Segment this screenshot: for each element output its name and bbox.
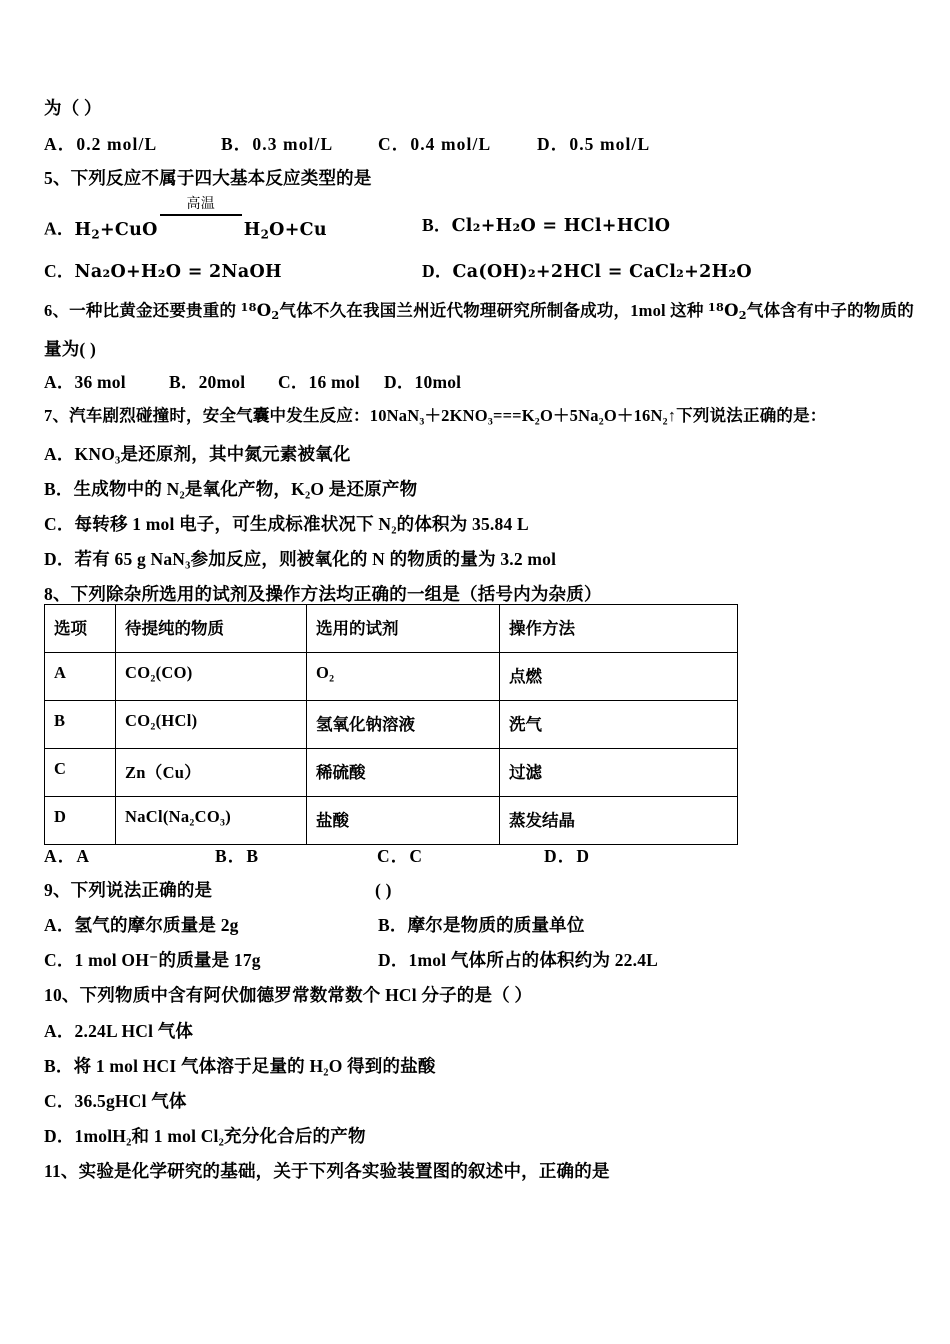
q9-option-b: B．摩尔是物质的质量单位: [378, 915, 585, 935]
q4-option-a: A．0.2 mol/L: [44, 134, 158, 154]
q9-option-d: D．1mol 气体所占的体积约为 22.4L: [378, 950, 659, 970]
q6-isotope-1: [240, 299, 280, 323]
q6-option-b: B．20mol: [169, 372, 246, 392]
q9-stem-row: [44, 882, 212, 900]
q5-stem-row: [44, 170, 372, 188]
table-cell-reagent: 盐酸: [307, 797, 500, 845]
q7-stem-row: [44, 408, 827, 425]
q4-option-c: C．0.4 mol/L: [378, 134, 492, 154]
q11-stem-row: [44, 1163, 610, 1181]
q8-stem-row: [44, 586, 602, 604]
q8-option-a: A．A: [44, 846, 91, 866]
q5-a-cuo: +CuO: [99, 219, 158, 240]
q10-option-a: A．2.24L HCl 气体: [44, 1021, 194, 1041]
q5-option-a-reactants: [75, 220, 158, 240]
condition-label-high-temp: 高温: [186, 195, 215, 211]
q5-option-a-label: A．: [44, 218, 75, 239]
table-cell-substance: Zn（Cu）: [116, 749, 307, 797]
table-cell-option: C: [45, 749, 116, 797]
q4-stem-tail: 为（ ）: [44, 98, 102, 118]
q6-option-c: C．16 mol: [278, 372, 360, 392]
q5-option-c-label: C．: [44, 261, 75, 281]
q5-a-ocu: O+Cu: [269, 219, 327, 240]
reaction-rule-line: [160, 214, 242, 216]
q6-isotope-2: [707, 299, 747, 323]
q9-stem: 下列说法正确的是: [70, 880, 213, 900]
q7-option-a: A．KNO₃是还原剂，其中氮元素被氧化: [44, 444, 351, 464]
q5-number: 5、: [44, 168, 71, 188]
purification-table-wrapper: [44, 604, 661, 845]
q10-option-c: C．36.5gHCl 气体: [44, 1091, 187, 1111]
table-cell-method: 过滤: [500, 749, 738, 797]
q6-stem-part3: 气体含有中子的物质的: [746, 301, 914, 320]
table-cell-option: A: [45, 653, 116, 701]
q10-stem: 下列物质中含有阿伏伽德罗常数常数个 HCl 分子的是（ ）: [79, 985, 533, 1005]
reaction-condition-arrow: [158, 195, 244, 235]
table-header-method: 操作方法: [500, 605, 738, 653]
table-cell-reagent: 氢氧化钠溶液: [307, 701, 500, 749]
table-cell-reagent: O₂: [307, 653, 500, 701]
table-cell-substance: CO₂(HCl): [116, 701, 307, 749]
table-cell-substance: CO₂(CO): [116, 653, 307, 701]
q5-option-a: [44, 195, 327, 241]
q9-option-a: A．氢气的摩尔质量是 2g: [44, 915, 239, 935]
q10-number: 10、: [44, 985, 80, 1005]
q5-a-h: H: [74, 219, 92, 240]
q8-option-d: D．D: [544, 846, 591, 866]
q7-number: 7、: [44, 406, 70, 425]
q11-stem: 实验是化学研究的基础，关于下列各实验装置图的叙述中，正确的是: [78, 1161, 610, 1181]
table-cell-method: 点燃: [500, 653, 738, 701]
q6-number: 6、: [44, 301, 70, 320]
table-header-option: 选项: [45, 605, 116, 653]
table-row: [45, 653, 738, 701]
table-row: [45, 797, 738, 845]
table-header-substance: 待提纯的物质: [116, 605, 307, 653]
exam-page: [44, 0, 914, 1344]
q6-stem-line2: 量为( ): [44, 339, 97, 359]
q6-option-d: D．10mol: [384, 372, 462, 392]
table-row: [45, 749, 738, 797]
q10-stem-row: [44, 987, 532, 1005]
q8-stem: 下列除杂所选用的试剂及操作方法均正确的一组是（括号内为杂质）: [70, 584, 602, 604]
q9-answer-bracket: ( ): [375, 880, 392, 900]
q5-option-d-label: D．: [422, 261, 453, 281]
q5-option-b: [422, 217, 670, 236]
q6-stem-part1: 一种比黄金还要贵重的: [69, 301, 241, 320]
q7-option-d: D．若有 65 g NaN₃参加反应，则被氧化的 N 的物质的量为 3.2 mol: [44, 549, 557, 569]
q6-iso-sup-1: 18: [240, 299, 257, 314]
q5-option-c: [44, 263, 282, 282]
table-header-reagent: 选用的试剂: [307, 605, 500, 653]
q9-number: 9、: [44, 880, 71, 900]
q6-iso-sup-2: 18: [707, 299, 725, 314]
q6-iso-base-2: O: [724, 301, 739, 320]
q8-option-c: C．C: [377, 846, 424, 866]
table-cell-method: 蒸发结晶: [500, 797, 738, 845]
table-cell-substance: NaCl(Na₂CO₃): [116, 797, 307, 845]
q7-stem: 汽车剧烈碰撞时，安全气囊中发生反应：10NaN₃＋2KNO₃===K₂O＋5Na₂O＋16N₂↑下列说法正确的是：: [69, 406, 827, 425]
table-header-row: [45, 605, 738, 653]
table-cell-reagent: 稀硫酸: [307, 749, 500, 797]
q6-stem-line1: [44, 299, 914, 323]
purification-table: [44, 604, 738, 845]
q5-option-d: [422, 263, 752, 282]
q6-iso-sub-1: 2: [271, 308, 280, 323]
q5-option-b-equation: Cl₂+H₂O = HCl+HClO: [451, 216, 671, 236]
q4-option-b: B．0.3 mol/L: [221, 134, 334, 154]
q10-option-b: B．将 1 mol HCI 气体溶于足量的 H₂O 得到的盐酸: [44, 1056, 436, 1076]
q8-option-b: B．B: [215, 846, 260, 866]
q6-iso-sub-2: 2: [738, 308, 747, 323]
q6-option-a: A．36 mol: [44, 372, 126, 392]
q11-number: 11、: [44, 1161, 79, 1181]
q8-number: 8、: [44, 584, 71, 604]
q5-option-c-equation: Na₂O+H₂O = 2NaOH: [74, 262, 282, 282]
q6-iso-base-1: O: [256, 301, 272, 320]
q5-a-h2-sub: 2: [260, 226, 270, 241]
q7-option-c: C．每转移 1 mol 电子，可生成标准状况下 N₂的体积为 35.84 L: [44, 514, 529, 534]
q10-option-d: D．1molH₂和 1 mol Cl₂充分化合后的产物: [44, 1126, 366, 1146]
q6-stem-part2: 气体不久在我国兰州近代物理研究所制备成功，1mol 这种: [279, 301, 708, 320]
q5-a-h2: H: [243, 219, 261, 240]
q5-option-a-products: [244, 220, 327, 240]
table-cell-option: D: [45, 797, 116, 845]
q7-option-b: B．生成物中的 N₂是氧化产物，K₂O 是还原产物: [44, 479, 418, 499]
table-row: [45, 701, 738, 749]
q5-a-h-sub: 2: [91, 226, 100, 241]
q5-option-d-equation: Ca(OH)₂+2HCl = CaCl₂+2H₂O: [452, 262, 752, 282]
q5-stem: 下列反应不属于四大基本反应类型的是: [70, 168, 372, 188]
q4-option-d: D．0.5 mol/L: [537, 134, 651, 154]
q9-option-c: C．1 mol OH⁻的质量是 17g: [44, 950, 261, 970]
q5-option-b-label: B．: [422, 215, 452, 235]
table-cell-option: B: [45, 701, 116, 749]
table-cell-method: 洗气: [500, 701, 738, 749]
